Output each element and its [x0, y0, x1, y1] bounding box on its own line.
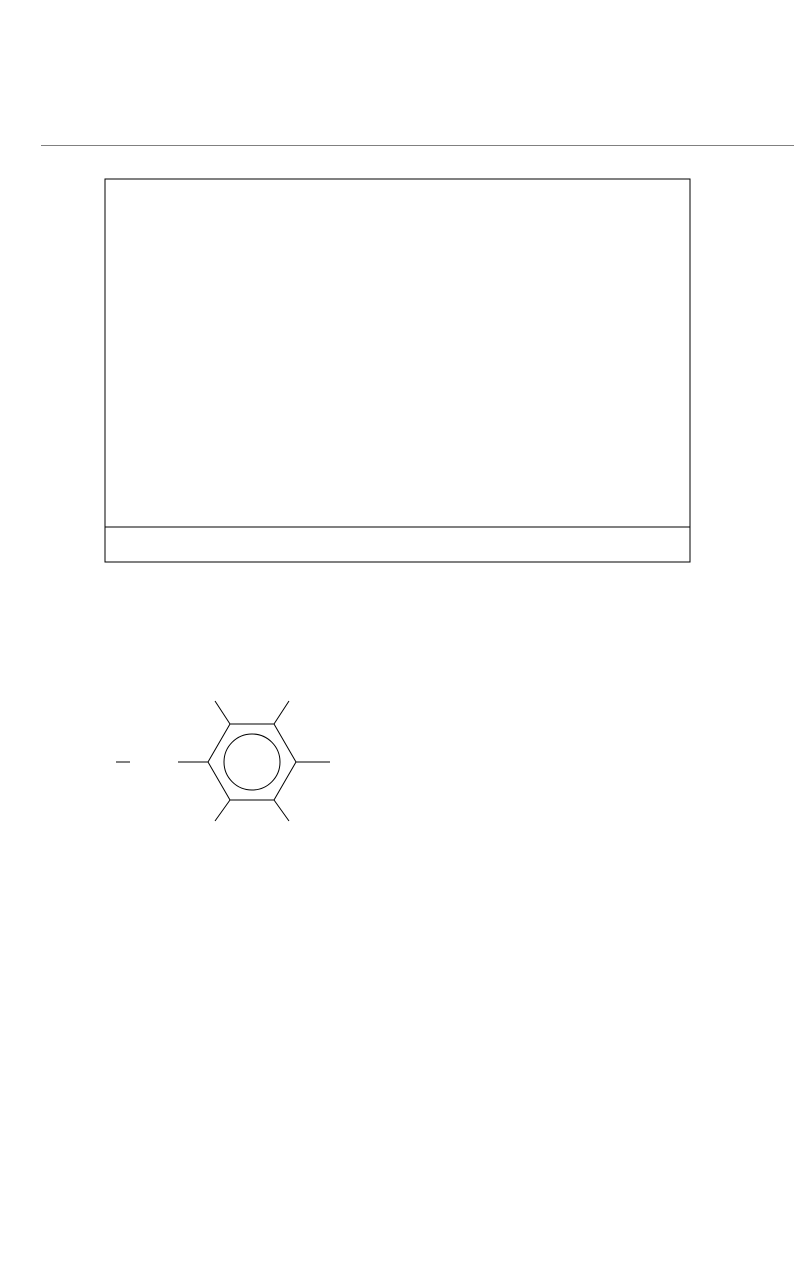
molecule-structure: [60, 685, 350, 835]
benzene-ring: [208, 724, 296, 800]
bond-hb: [274, 800, 289, 821]
aromatic-circle: [224, 734, 280, 790]
bond-hc: [215, 701, 230, 724]
plot-frame: [105, 179, 690, 562]
bond-ha: [215, 800, 230, 821]
bond-f: [274, 701, 289, 724]
peak-table: [420, 660, 690, 679]
